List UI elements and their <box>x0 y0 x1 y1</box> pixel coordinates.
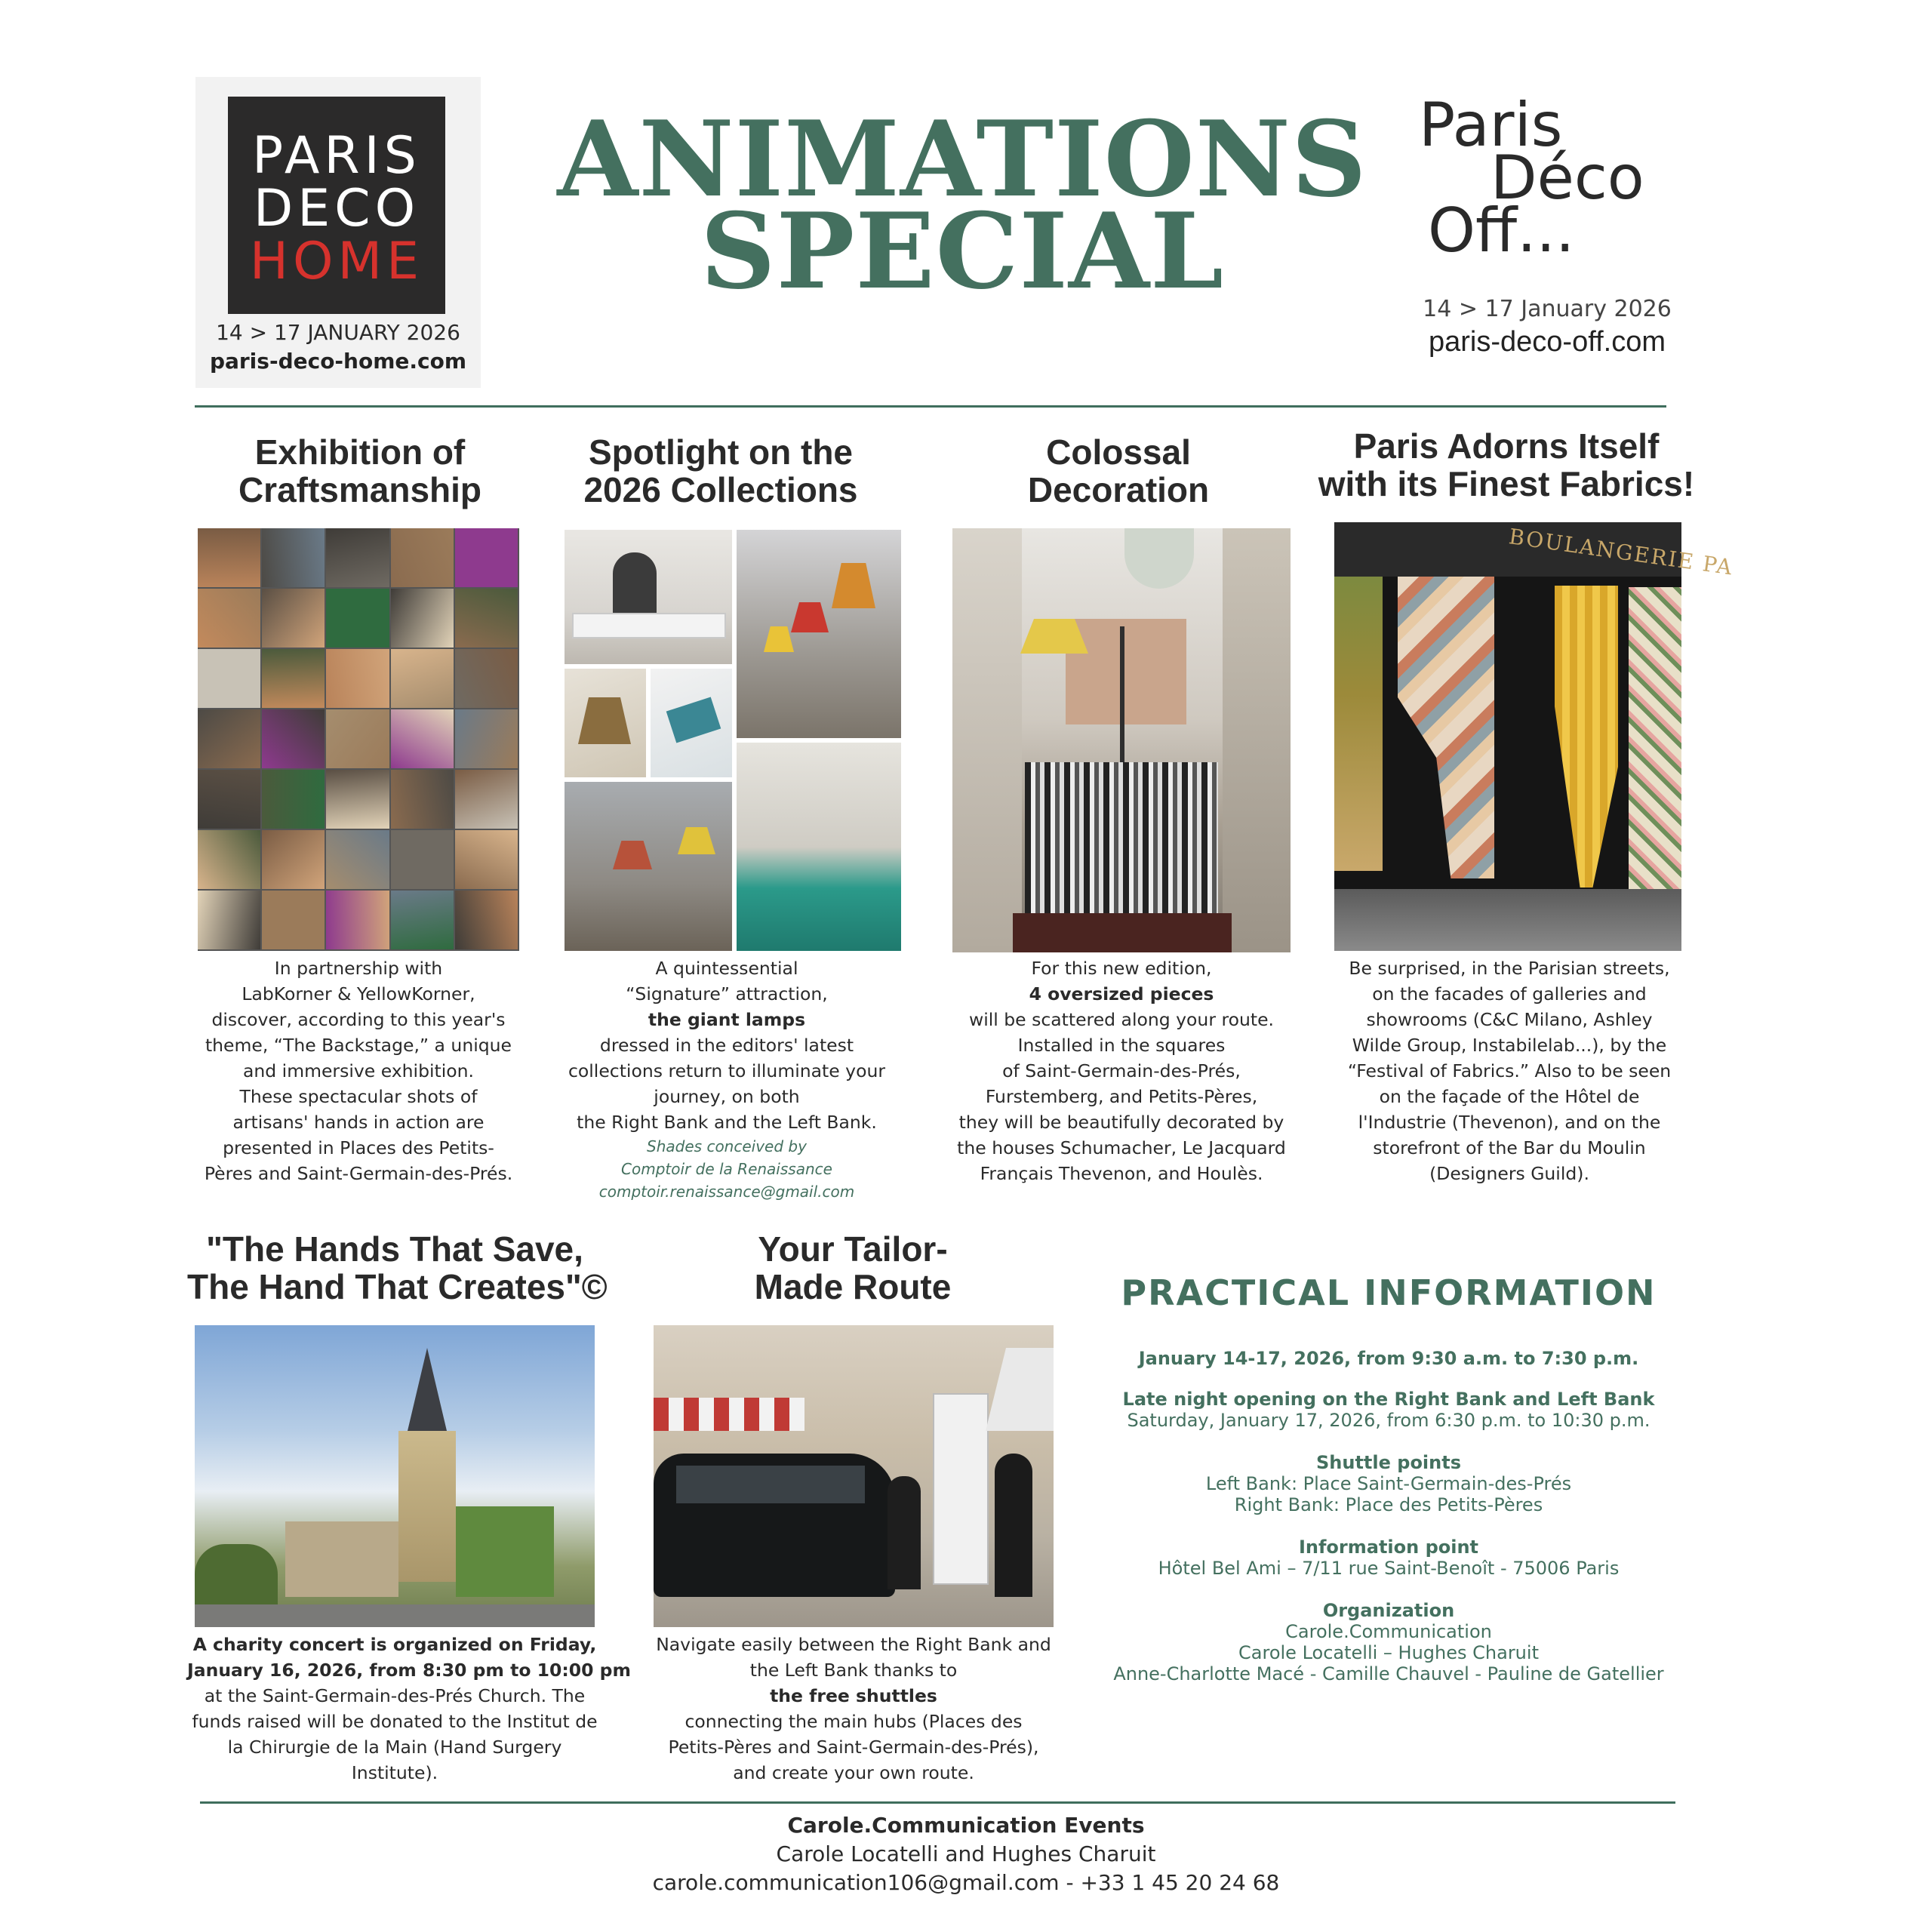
text-line: Français Thevenon, and Houlès. <box>980 1163 1263 1184</box>
text-line: and create your own route. <box>733 1762 974 1783</box>
heading-craftsmanship <box>198 433 522 509</box>
mosaic-tile <box>326 709 389 768</box>
paris-deco-home-dates: 14 > 17 JANUARY 2026 <box>216 320 460 345</box>
text-line: A quintessential <box>655 958 798 979</box>
church-photo <box>195 1325 595 1627</box>
mosaic-tile <box>391 770 454 829</box>
hands-text <box>187 1632 631 1786</box>
footer-contact <box>453 1811 1479 1897</box>
spotlight-text <box>558 955 895 1203</box>
heading-hands <box>187 1229 608 1306</box>
mosaic-tile <box>262 891 325 949</box>
heading-line: Made Route <box>754 1267 952 1306</box>
mosaic-tile <box>262 589 325 648</box>
dates-text: January 14-17, 2026, from 9:30 a.m. to 7:30 p.m. <box>1138 1348 1639 1369</box>
paris-deco-off-url[interactable]: paris-deco-off.com <box>1429 326 1666 358</box>
text-line: Furstemberg, and Petits-Pères, <box>985 1086 1258 1107</box>
text-line: “Signature” attraction, <box>626 983 828 1004</box>
text-line: discover, according to this year's <box>211 1009 506 1030</box>
paris-deco-home-logo <box>228 97 445 314</box>
divider-bottom <box>200 1801 1675 1804</box>
logo-text-off: Off... <box>1428 195 1575 266</box>
heading-line: Your Tailor- <box>758 1229 948 1269</box>
text-line: In partnership with <box>274 958 443 979</box>
practical-dates <box>1087 1348 1690 1369</box>
heading-line: Exhibition of <box>254 432 466 472</box>
late-night-text: Saturday, January 17, 2026, from 6:30 p.m. to 10:30 p.m. <box>1127 1410 1651 1431</box>
footer-email-phone[interactable]: carole.communication106@gmail.com - +33 1 45 20 24 68 <box>652 1870 1280 1895</box>
text-line: presented in Places des Petits- <box>223 1137 494 1158</box>
text-line: l'Industrie (Thevenon), and on the <box>1358 1112 1661 1133</box>
mosaic-tile <box>262 709 325 768</box>
text-line: la Chirurgie de la Main (Hand Surgery <box>227 1737 562 1758</box>
mosaic-tile <box>391 589 454 648</box>
photo-hanging-lamps <box>737 530 901 738</box>
mosaic-tile <box>198 528 260 587</box>
text-line: Petits-Pères and Saint-Germain-des-Prés), <box>668 1737 1039 1758</box>
shuttle-photo <box>654 1325 1054 1627</box>
text-line: These spectacular shots of <box>239 1086 478 1107</box>
mosaic-tile <box>455 649 518 708</box>
text-line: theme, “The Backstage,” a unique <box>205 1035 512 1056</box>
credit-line: Shades conceived by <box>647 1137 807 1155</box>
title-line-2: SPECIAL <box>700 189 1225 312</box>
logo-text-paris-2: Paris <box>1419 90 1563 160</box>
text-line: Institute). <box>351 1762 438 1783</box>
heading-fabrics <box>1310 427 1703 503</box>
shuttle-heading: Shuttle points <box>1316 1452 1461 1473</box>
heading-spotlight <box>558 433 883 509</box>
info-point-address: Hôtel Bel Ami – 7/11 rue Saint-Benoît - 75006 Paris <box>1158 1558 1620 1579</box>
text-line: of Saint-Germain-des-Prés, <box>1002 1060 1241 1081</box>
text-line: on the facades of galleries and <box>1372 983 1647 1004</box>
text-line: Pères and Saint-Germain-des-Prés. <box>204 1163 513 1184</box>
logo-text-home: HOME <box>249 232 424 291</box>
mosaic-tile <box>198 830 260 889</box>
craftsmanship-text <box>198 955 519 1186</box>
mosaic-tile <box>455 528 518 587</box>
credit-email-link[interactable]: comptoir.renaissance@gmail.com <box>598 1183 855 1201</box>
photo-turquoise-room <box>737 743 901 951</box>
info-point-heading: Information point <box>1298 1537 1479 1558</box>
text-line: Installed in the squares <box>1017 1035 1226 1056</box>
text-line: storefront of the Bar du Moulin <box>1373 1137 1646 1158</box>
practical-shuttle <box>1087 1452 1690 1515</box>
practical-organization <box>1087 1600 1690 1684</box>
mosaic-tile <box>391 891 454 949</box>
heading-line: Craftsmanship <box>238 470 482 509</box>
text-line-bold: the free shuttles <box>770 1685 937 1706</box>
logo-text-deco: DECO <box>253 179 420 238</box>
text-line: journey, on both <box>654 1086 800 1107</box>
spotlight-photo-collage <box>565 530 901 951</box>
mosaic-tile <box>391 649 454 708</box>
text-line-bold: A charity concert is organized on Friday, <box>192 1634 597 1655</box>
mosaic-tile <box>326 528 389 587</box>
mosaic-tile <box>198 589 260 648</box>
text-line: and immersive exhibition. <box>242 1060 475 1081</box>
mosaic-tile <box>198 770 260 829</box>
paris-deco-home-url[interactable]: paris-deco-home.com <box>209 349 467 374</box>
shop-sign: BOULANGERIE PA <box>1507 524 1735 580</box>
text-line: on the façade of the Hôtel de <box>1379 1086 1640 1107</box>
heading-colossal <box>952 433 1284 509</box>
mosaic-tile <box>455 709 518 768</box>
text-line: Navigate easily between the Right Bank and <box>656 1634 1051 1655</box>
text-line-bold: the giant lamps <box>648 1009 806 1030</box>
mosaic-tile <box>262 770 325 829</box>
heading-line: Decoration <box>1027 470 1210 509</box>
photo-lamps-street <box>565 782 732 951</box>
mosaic-tile <box>198 649 260 708</box>
mosaic-tile <box>326 891 389 949</box>
heading-line: 2026 Collections <box>583 470 858 509</box>
mosaic-tile <box>455 830 518 889</box>
credit-line: Comptoir de la Renaissance <box>621 1160 832 1178</box>
photo-sewing-workshop <box>565 530 732 664</box>
logo-text-deco-2: Déco <box>1491 143 1644 213</box>
craftsmanship-photo-mosaic <box>198 528 519 951</box>
text-line: funds raised will be donated to the Institut de <box>192 1711 598 1732</box>
paris-deco-off-dates: 14 > 17 January 2026 <box>1423 296 1672 322</box>
shuttle-right-bank: Right Bank: Place des Petits-Pères <box>1234 1494 1543 1515</box>
photo-fabric-sketch <box>651 669 732 777</box>
organization-line: Carole.Communication <box>1285 1621 1492 1642</box>
mosaic-tile <box>455 770 518 829</box>
text-line: (Designers Guild). <box>1429 1163 1589 1184</box>
mosaic-tile <box>326 770 389 829</box>
mosaic-tile <box>391 830 454 889</box>
text-line: dressed in the editors' latest <box>599 1035 854 1056</box>
mosaic-tile <box>391 709 454 768</box>
text-line: collections return to illuminate your <box>568 1060 886 1081</box>
mosaic-tile <box>262 830 325 889</box>
organization-line: Anne-Charlotte Macé - Camille Chauvel - Pauline de Gatellier <box>1113 1663 1664 1684</box>
colossal-armchair-photo <box>952 528 1291 952</box>
fabrics-storefront-photo <box>1334 522 1735 951</box>
heading-line: "The Hands That Save, <box>206 1229 583 1269</box>
mosaic-tile <box>262 649 325 708</box>
text-line: the Right Bank and the Left Bank. <box>577 1112 877 1133</box>
mosaic-tile <box>326 649 389 708</box>
mosaic-tile <box>391 528 454 587</box>
logo-text-paris: PARIS <box>252 126 421 186</box>
heading-line: with its Finest Fabrics! <box>1318 464 1695 503</box>
text-line: they will be beautifully decorated by <box>958 1112 1284 1133</box>
organization-line: Carole Locatelli – Hughes Charuit <box>1238 1642 1539 1663</box>
text-line: For this new edition, <box>1031 958 1212 979</box>
text-line: connecting the main hubs (Places des <box>685 1711 1023 1732</box>
footer-company: Carole.Communication Events <box>787 1813 1145 1838</box>
heading-line: The Hand That Creates"© <box>187 1267 608 1306</box>
shuttle-left-bank: Left Bank: Place Saint-Germain-des-Prés <box>1205 1473 1572 1494</box>
mosaic-tile <box>455 891 518 949</box>
heading-line: Spotlight on the <box>588 432 854 472</box>
heading-route <box>664 1230 1041 1306</box>
heading-line: Colossal <box>1046 432 1191 472</box>
practical-info-point <box>1087 1537 1690 1579</box>
mosaic-tile <box>455 589 518 648</box>
text-line: showrooms (C&C Milano, Ashley <box>1366 1009 1653 1030</box>
text-line-bold: 4 oversized pieces <box>1029 983 1214 1004</box>
text-line: LabKorner & YellowKorner, <box>242 983 475 1004</box>
title-line-1: ANIMATIONS <box>557 97 1367 220</box>
practical-late-night <box>1087 1389 1690 1431</box>
text-line: will be scattered along your route. <box>968 1009 1275 1030</box>
route-text <box>646 1632 1061 1786</box>
photo-lampshade <box>565 669 646 777</box>
page-title <box>528 97 1396 312</box>
mosaic-tile <box>262 528 325 587</box>
divider-top <box>195 405 1666 408</box>
text-line: the houses Schumacher, Le Jacquard <box>957 1137 1286 1158</box>
late-night-heading: Late night opening on the Right Bank and Left Bank <box>1122 1389 1655 1410</box>
heading-line: Paris Adorns Itself <box>1353 426 1660 466</box>
text-line: the Left Bank thanks to <box>749 1660 958 1681</box>
fabrics-text <box>1321 955 1698 1186</box>
text-line: artisans' hands in action are <box>232 1112 485 1133</box>
footer-names: Carole Locatelli and Hughes Charuit <box>776 1841 1156 1866</box>
mosaic-tile <box>198 891 260 949</box>
text-line: “Festival of Fabrics.” Also to be seen <box>1347 1060 1672 1081</box>
text-line-bold: January 16, 2026, from 8:30 pm to 10:00 pm <box>187 1660 631 1681</box>
colossal-text <box>952 955 1291 1186</box>
practical-info-title: PRACTICAL INFORMATION <box>1121 1272 1657 1313</box>
text-line: Wilde Group, Instabilelab...), by the <box>1352 1035 1667 1056</box>
organization-heading: Organization <box>1322 1600 1455 1621</box>
text-line: at the Saint-Germain-des-Prés Church. The <box>204 1685 586 1706</box>
mosaic-tile <box>198 709 260 768</box>
text-line: Be surprised, in the Parisian streets, <box>1349 958 1670 979</box>
mosaic-tile <box>326 589 389 648</box>
mosaic-tile <box>326 830 389 889</box>
